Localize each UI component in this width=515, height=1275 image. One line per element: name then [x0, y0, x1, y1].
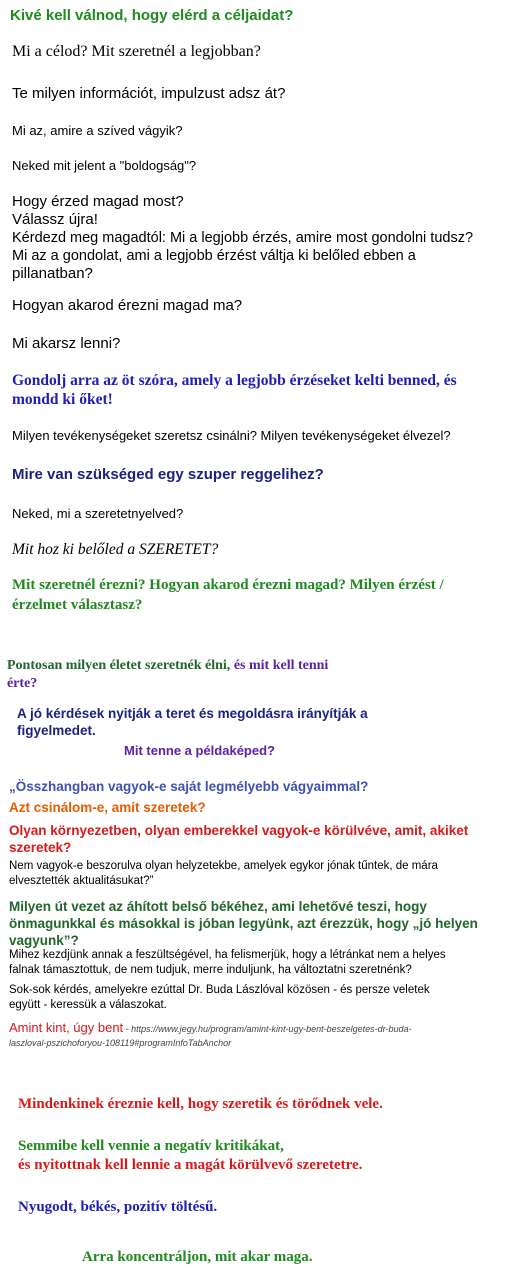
question-impulse: Te milyen információt, impulzust adsz át?: [12, 85, 286, 102]
many-questions-line: együtt - keressük a válaszokat.: [9, 999, 167, 1011]
good-questions-line: A jó kérdések nyitják a teret és megoldásra irányítják a: [17, 706, 368, 721]
question-role-model: Mit tenne a példaképed?: [124, 743, 275, 758]
environment-line: szeretek?: [9, 840, 72, 855]
source-paragraph: [9, 1021, 411, 1050]
tension-line: falnak támasztottuk, de nem tudjuk, merre induljunk, ha változtatni szeretnénk?: [9, 964, 412, 976]
emotion-line: Mit szeretnél érezni? Hogyan akarod érezni magad? Milyen érzést /: [12, 577, 444, 593]
life-line: [7, 657, 328, 675]
question-breakfast: Mire van szükséged egy szuper reggelihez?: [12, 466, 324, 483]
question-be: Mi akarsz lenni?: [12, 335, 121, 352]
feeling-line: Mi az a gondolat, ami a legjobb érzést váltja ki belőled ebben a: [12, 248, 416, 264]
question-activities: Milyen tevékenységeket szeretsz csinálni? Milyen tevékenységeket élvezel?: [12, 428, 451, 443]
feeling-line: Hogy érzed magad most?: [12, 193, 184, 210]
stuck-line: elvesztették aktualitásukat?”: [9, 875, 154, 887]
emotion-paragraph: [12, 575, 444, 615]
five-words-line: mondd ki őket!: [12, 391, 113, 408]
good-questions-line: figyelmedet.: [17, 723, 96, 738]
question-goal: Mi a célod? Mit szeretnél a legjobban?: [12, 43, 261, 60]
feeling-paragraph: [12, 193, 507, 283]
question-harmony: „Összhangban vagyok-e saját legmélyebb vágyaimmal?: [9, 779, 369, 794]
stuck-paragraph: [9, 859, 438, 889]
good-questions-paragraph: [17, 705, 368, 739]
criticism-line: Semmibe kell vennie a negatív kritikákat,: [18, 1138, 284, 1154]
inner-peace-line: vagyunk”?: [9, 933, 79, 948]
many-questions-paragraph: [9, 983, 430, 1013]
source-link-continued[interactable]: laszloval-pszichoforyou-108119#programInfoTabAnchor: [9, 1038, 232, 1048]
criticism-line: és nyitottnak kell lennie a magát körülvevő szeretetre.: [18, 1157, 363, 1173]
five-words-paragraph: [12, 371, 457, 409]
life-line: érte?: [7, 676, 38, 691]
question-heart: Mi az, amire a szíved vágyik?: [12, 123, 183, 138]
life-paragraph: [7, 657, 328, 693]
feeling-line: Válassz újra!: [12, 211, 98, 228]
inner-peace-line: Milyen út vezet az áhított belső békéhez, ami lehetővé teszi, hogy: [9, 899, 427, 914]
stuck-line: Nem vagyok-e beszorulva olyan helyzetekbe, amelyek egykor jónak tűntek, de mára: [9, 860, 438, 872]
many-questions-line: Sok-sok kérdés, amelyekre ezúttal Dr. Buda Lászlóval közösen - és persze veletek: [9, 984, 430, 996]
tension-paragraph: [9, 948, 446, 978]
emotion-line: érzelmet választasz?: [12, 597, 143, 613]
question-doing-what-i-love: Azt csinálom-e, amit szeretek?: [9, 800, 206, 815]
five-words-line: Gondolj arra az öt szóra, amely a legjobb érzéseket kelti benned, és: [12, 372, 457, 389]
heading-become: Kivé kell válnod, hogy elérd a céljaidat?: [10, 7, 294, 24]
feeling-line: Kérdezd meg magadtól: Mi a legjobb érzés, amire most gondolni tudsz?: [12, 230, 474, 246]
statement-everyone: Mindenkinek éreznie kell, hogy szeretik és törődnek vele.: [18, 1096, 383, 1112]
environment-paragraph: [9, 822, 468, 856]
statement-focus: Arra koncentráljon, mit akar maga.: [82, 1249, 313, 1265]
question-today: Hogyan akarod érezni magad ma?: [12, 297, 243, 314]
source-title: Amint kint, úgy bent: [9, 1020, 124, 1035]
life-text-blue: és mit kell tenni: [230, 658, 329, 673]
question-love: Mit hoz ki belőled a SZERETET?: [12, 541, 219, 558]
question-love-language: Neked, mi a szeretetnyelved?: [12, 506, 184, 521]
question-happiness: Neked mit jelent a "boldogság"?: [12, 158, 197, 173]
inner-peace-paragraph: [9, 898, 478, 949]
inner-peace-line: önmagunkkal és másokkal is jóban legyünk, azt érezzük, hogy „jó helyen: [9, 916, 478, 931]
environment-line: Olyan környezetben, olyan emberekkel vagyok-e körülvéve, amit, akiket: [9, 823, 469, 838]
life-text: Pontosan milyen életet szeretnék élni,: [7, 658, 231, 673]
feeling-line: pillanatban?: [12, 265, 93, 282]
criticism-paragraph: [18, 1137, 362, 1175]
statement-calm: Nyugodt, békés, pozitív töltésű.: [18, 1199, 218, 1215]
tension-line: Mihez kezdjünk annak a feszültségével, ha felismerjük, hogy a létránkat nem a helyes: [9, 949, 446, 961]
source-link[interactable]: - https://www.jegy.hu/program/amint-kint-ugy-bent-beszelgetes-dr-buda-: [123, 1024, 412, 1034]
